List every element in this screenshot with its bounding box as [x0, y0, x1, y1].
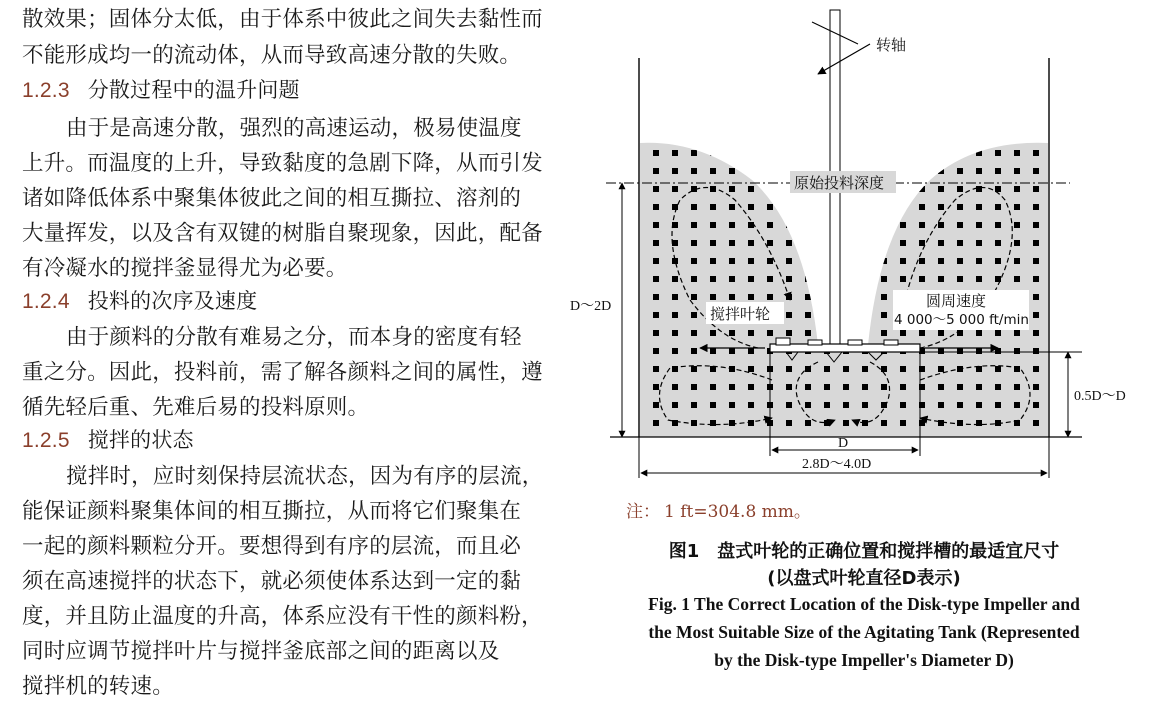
speed-value-label: 4 000～5 000 ft/min [894, 312, 1029, 328]
clearance-dim-label: 0.5D～D [1074, 389, 1126, 404]
text-line: 一起的颜料颗粒分开。要想得到有序的层流，而且必 [22, 534, 522, 559]
text-line: 有冷凝水的搅拌釜显得尤为必要。 [22, 256, 348, 281]
text-line: 度，并且防止温度的升高，体系应没有干性的颜料粉， [22, 604, 543, 629]
caption-en-line-1: Fig. 1 The Correct Location of the Disk-type Impeller and [648, 594, 1080, 614]
note-label: 注： [626, 502, 660, 522]
text-line: 上升。而温度的上升，导致黏度的急剧下降，从而引发 [22, 151, 543, 176]
caption-en-line-3: by the Disk-type Impeller's Diameter D) [714, 650, 1014, 670]
text-line: 同时应调节搅拌叶片与搅拌釜底部之间的距离以及 [22, 639, 500, 664]
caption-cn-line-1: 图1 盘式叶轮的正确位置和搅拌槽的最适宜尺寸 [668, 541, 1060, 562]
tank-dim-label: 2.8D～4.0D [802, 457, 872, 472]
shaft-pointer-arrow [818, 44, 870, 74]
text-line: 散效果；固体分太低，由于体系中彼此之间失去黏性而 [22, 7, 543, 32]
section-number: 1.2.4 [22, 290, 70, 313]
text-line: 重之分。因此，投料前，需了解各颜料之间的属性，遵 [22, 360, 543, 385]
caption-cn-line-2: (以盘式叶轮直径D表示) [767, 568, 961, 589]
section-number: 1.2.5 [22, 429, 70, 452]
shaft-label: 转轴 [876, 36, 907, 54]
tank-diagram [568, 0, 1160, 490]
height-dim-label: D～2D [570, 299, 612, 314]
text-line: 由于是高速分散，强烈的高速运动，极易使温度 [66, 116, 522, 141]
section-heading-1-2-3 [22, 74, 300, 104]
text-line: 搅拌机的转速。 [22, 674, 174, 699]
section-heading-1-2-4 [22, 285, 257, 315]
section-title: 投料的次序及速度 [87, 289, 258, 313]
text-line: 大量挥发，以及含有双键的树脂自聚现象，因此，配备 [22, 221, 543, 246]
impeller-label: 搅拌叶轮 [710, 305, 771, 323]
note-text: 1 ft=304.8 mm。 [664, 502, 811, 522]
text-line: 须在高速搅拌的状态下，就必须使体系达到一定的黏 [22, 569, 522, 594]
text-line: 诸如降低体系中聚集体彼此之间的相互撕拉、溶剂的 [22, 186, 522, 211]
text-line: 搅拌时，应时刻保持层流状态，因为有序的层流， [66, 464, 544, 489]
text-line: 由于颜料的分散有难易之分，而本身的密度有轻 [66, 325, 522, 350]
text-line: 循先轻后重、先难后易的投料原则。 [22, 395, 370, 420]
section-heading-1-2-5 [22, 424, 194, 454]
original-depth-label: 原始投料深度 [794, 174, 885, 192]
impeller-dim-label: D [838, 436, 849, 451]
peripheral-speed-label: 圆周速度 [926, 292, 987, 310]
section-number: 1.2.3 [22, 79, 70, 102]
section-title: 分散过程中的温升问题 [87, 78, 300, 102]
text-line: 能保证颜料聚集体间的相互撕拉，从而将它们聚集在 [22, 499, 522, 524]
caption-en-line-2: the Most Suitable Size of the Agitating Tank (Represented [648, 622, 1080, 642]
text-line: 不能形成均一的流动体，从而导致高速分散的失败。 [22, 43, 522, 68]
figure-note [626, 497, 811, 522]
section-title: 搅拌的状态 [87, 428, 194, 452]
